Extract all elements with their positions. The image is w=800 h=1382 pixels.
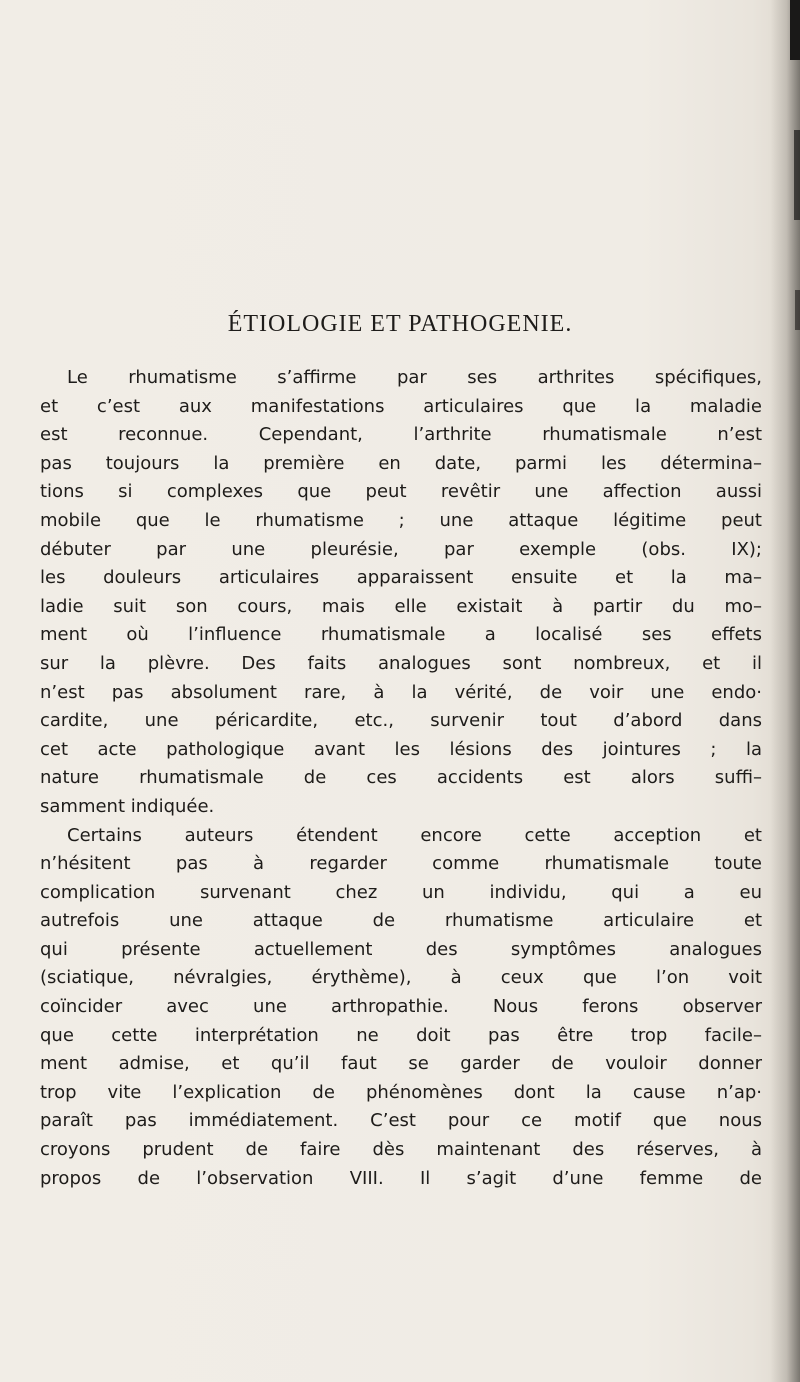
body-text — [40, 364, 762, 1193]
text-line: complication survenant chez un individu, qui a eu — [40, 881, 762, 903]
text-line: nature rhumatismale de ces accidents est alors suffi– — [40, 767, 762, 789]
binding-edge-mark — [790, 0, 800, 60]
text-line: samment indiquée. — [40, 795, 215, 817]
text-line: (sciatique, névralgies, érythème), à ceux que l’on voit — [40, 967, 762, 989]
text-line: est reconnue. Cependant, l’arthrite rhumatismale n’est — [40, 424, 762, 446]
text-line: cardite, une péricardite, etc., survenir tout d’abord dans — [40, 710, 762, 732]
text-line: Certains auteurs étendent encore cette acception et — [67, 824, 762, 846]
text-line: que cette interprétation ne doit pas être trop facile– — [40, 1024, 762, 1046]
text-line: mobile que le rhumatisme ; une attaque légitime peut — [40, 509, 762, 531]
text-line: ment admise, et qu’il faut se garder de vouloir donner — [40, 1053, 762, 1075]
text-line: qui présente actuellement des symptômes analogues — [40, 938, 762, 960]
binding-edge-mark — [794, 130, 800, 220]
text-line: et c’est aux manifestations articulaires que la maladie — [40, 395, 762, 417]
text-line: autrefois une attaque de rhumatisme articulaire et — [40, 910, 762, 932]
paragraph-2 — [40, 822, 762, 1194]
text-line: trop vite l’explication de phénomènes dont la cause n’ap· — [40, 1081, 762, 1103]
text-line: débuter par une pleurésie, par exemple (obs. IX); — [40, 538, 762, 560]
text-line: paraît pas immédiatement. C’est pour ce motif que nous — [40, 1110, 762, 1132]
text-line: les douleurs articulaires apparaissent ensuite et la ma– — [40, 567, 762, 589]
text-line: ment où l’influence rhumatismale a localisé ses effets — [40, 624, 762, 646]
text-line: sur la plèvre. Des faits analogues sont nombreux, et il — [40, 652, 762, 674]
text-line: tions si complexes que peut revêtir une affection aussi — [40, 481, 762, 503]
paragraph-1 — [40, 364, 762, 822]
text-line: n’est pas absolument rare, à la vérité, de voir une endo· — [40, 681, 762, 703]
text-line: cet acte pathologique avant les lésions des jointures ; la — [40, 738, 762, 760]
text-line: coïncider avec une arthropathie. Nous ferons observer — [40, 996, 762, 1018]
chapter-title: ÉTIOLOGIE ET PATHOGENIE. — [227, 311, 573, 337]
text-line: n’hésitent pas à regarder comme rhumatismale toute — [40, 853, 762, 875]
text-line: propos de l’observation VIII. Il s’agit d’une femme de — [40, 1167, 762, 1189]
text-line: Le rhumatisme s’affirme par ses arthrites spécifiques, — [67, 367, 762, 388]
text-line: pas toujours la première en date, parmi les détermina– — [40, 452, 762, 474]
text-line: ladie suit son cours, mais elle existait à partir du mo– — [40, 595, 762, 617]
text-line: croyons prudent de faire dès maintenant des réserves, à — [40, 1139, 762, 1161]
